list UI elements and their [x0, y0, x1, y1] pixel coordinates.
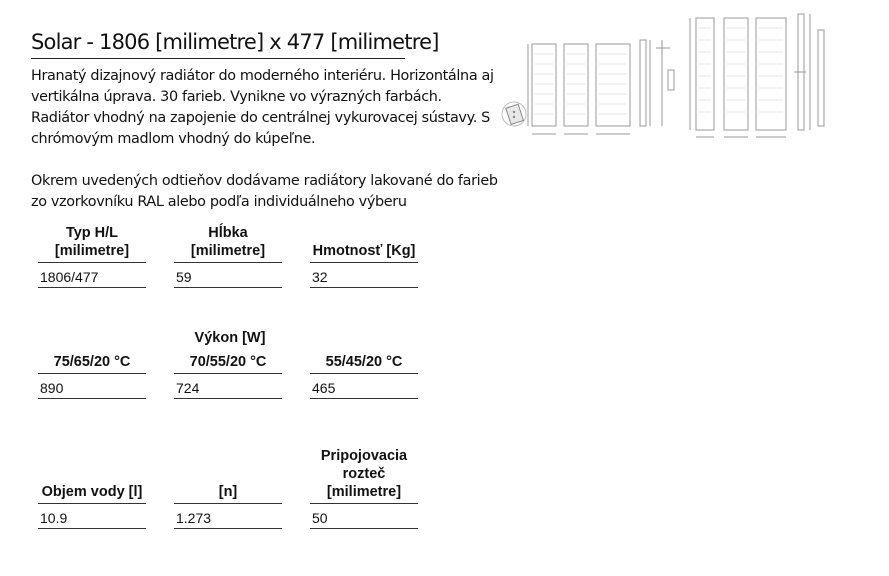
front-view-large-grid	[699, 28, 783, 112]
side-view-small	[640, 40, 674, 126]
radiator-3d-icon	[502, 102, 526, 126]
n-column	[174, 483, 282, 529]
spacing-header	[310, 447, 418, 504]
product-description-block	[31, 66, 501, 213]
weight-value: 32	[310, 263, 418, 288]
paragraph-gap	[31, 150, 501, 171]
type-header-line1: Typ H/L	[65, 225, 119, 241]
water-column	[38, 483, 146, 529]
side-view-large	[794, 14, 824, 130]
t1-column	[38, 353, 146, 399]
type-header-line2: [milimetre]	[54, 243, 130, 259]
product-description: Hranatý dizajnový radiátor do moderného interiéru. Horizontálna aj vertikálna úprava. 30 farieb. Vynikne vo výrazných farbách. Radiátor vhodný na zapojenie do centrálnej vykurovacej sústavy. S chrómovým madlom vhodný do kúpeľne.	[31, 68, 494, 147]
color-note: Okrem uvedených odtieňov dodávame radiátory lakované do farieb zo vzorkovníku RAL alebo podľa individuálneho výberu	[31, 173, 498, 210]
type-header	[38, 224, 146, 263]
depth-header	[174, 224, 282, 263]
spacing-header-line3: [milimetre]	[326, 484, 402, 500]
front-view-small	[528, 44, 630, 134]
t1-value: 890	[38, 374, 146, 399]
product-title: Solar - 1806 [milimetre] x 477 [milimetre]	[31, 30, 405, 59]
t3-value: 465	[310, 374, 418, 399]
weight-header: Hmotnosť [Kg]	[310, 242, 418, 263]
water-header: Objem vody [l]	[38, 483, 146, 504]
t2-value: 724	[174, 374, 282, 399]
t3-column	[310, 353, 418, 399]
t1-header: 75/65/20 °C	[38, 353, 146, 374]
type-value: 1806/477	[38, 263, 146, 288]
spacing-column	[310, 447, 418, 529]
spacing-header-line2: rozteč	[342, 466, 386, 482]
n-header: [n]	[174, 483, 282, 504]
weight-column	[310, 242, 418, 288]
front-view-small-grid	[535, 54, 627, 114]
depth-header-line1: Hĺbka	[208, 225, 248, 241]
t3-header: 55/45/20 °C	[310, 353, 418, 374]
spacing-value: 50	[310, 504, 418, 529]
depth-header-line2: [milimetre]	[190, 243, 266, 259]
front-view-large	[690, 18, 786, 137]
spacing-header-line1: Pripojovacia	[320, 448, 408, 464]
water-value: 10.9	[38, 504, 146, 529]
t2-column	[174, 353, 282, 399]
type-column	[38, 224, 146, 288]
technical-drawing	[500, 10, 840, 145]
t2-header: 70/55/20 °C	[174, 353, 282, 374]
n-value: 1.273	[174, 504, 282, 529]
output-group-header: Výkon [W]	[194, 330, 266, 346]
depth-value: 59	[174, 263, 282, 288]
depth-column	[174, 224, 282, 288]
